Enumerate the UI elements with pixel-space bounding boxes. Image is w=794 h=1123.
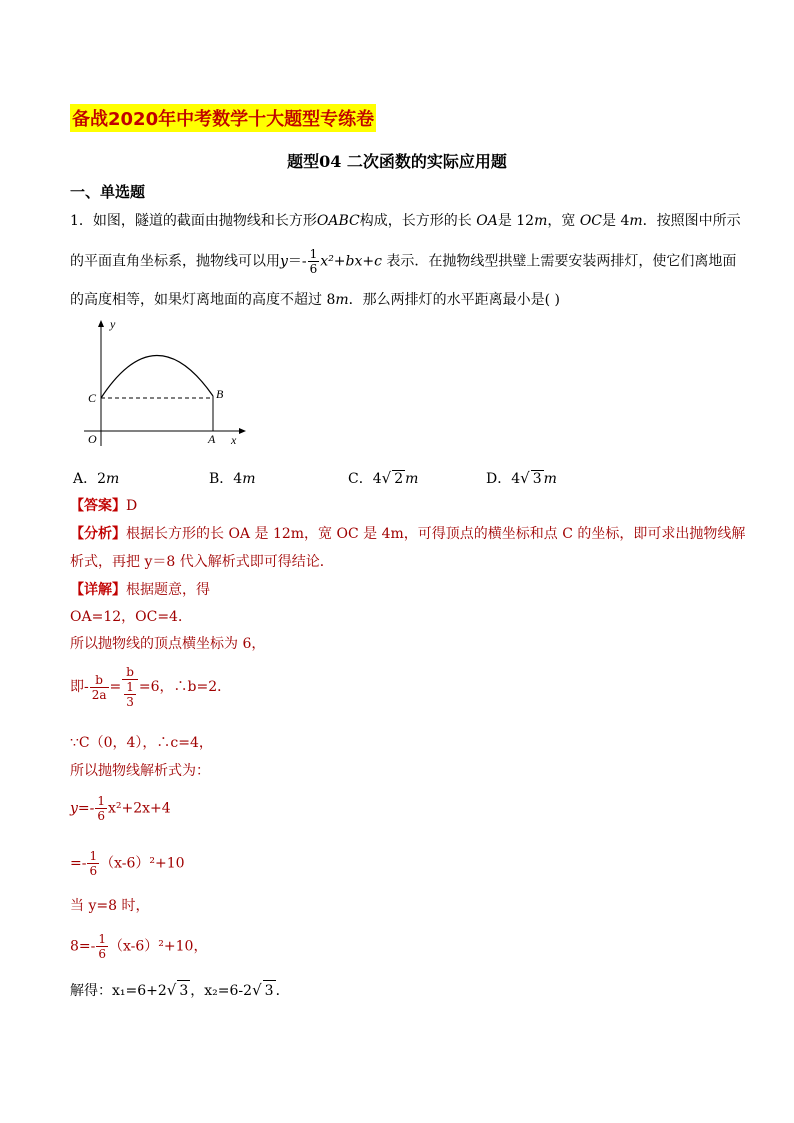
- title-banner: 备战2020年中考数学十大题型专练卷: [70, 104, 376, 132]
- question-line-1: 1．如图，隧道的截面由抛物线和长方形OABC构成，长方形的长 OA是 12m，宽 OC是 4m．按照图中所示: [70, 213, 741, 229]
- detail-step-3: 即- $\frac{b}{2a}$ = $\frac{b}{\frac{1}{3}}$ =6，∴b=2．: [70, 665, 232, 709]
- label-y: y: [110, 317, 116, 331]
- parabola-curve: [101, 355, 213, 398]
- label-B: B: [216, 387, 224, 401]
- detail-step-10: 解得：x₁=6+2√ 3 ，x₂=6-2√ 3 ．: [70, 981, 290, 999]
- label-A: A: [208, 432, 216, 446]
- detail-step-5: 所以抛物线解析式为：: [70, 763, 210, 779]
- option-b[interactable]: B．4m: [209, 471, 256, 487]
- label-x: x: [231, 433, 237, 447]
- option-c[interactable]: C．4√ 2 m: [348, 469, 419, 487]
- x-axis-arrow: [239, 428, 246, 434]
- y-axis-arrow: [98, 320, 104, 327]
- detail-step-8: 当 y=8 时，: [70, 898, 150, 914]
- option-a[interactable]: A．2m: [73, 471, 120, 487]
- label-C: C: [88, 391, 97, 405]
- detail-step-9: 8=- $\frac{1}{6}$ （x-6）²+10，: [70, 932, 208, 961]
- question-line-2: 的平面直角坐标系，抛物线可以用y＝- $\frac{1}{6}$ x²+bx+c 表示．在抛物线型拱璧上需要安装两排灯，使它们离地面: [70, 247, 737, 276]
- section-heading: 一、单选题: [70, 183, 146, 201]
- detail-step-1: OA=12，OC=4．: [70, 609, 192, 625]
- detail-step-6: y=- $\frac{1}{6}$ x²+2x+4: [70, 794, 171, 823]
- detail-step-7: =- $\frac{1}{6}$ （x-6）²+10: [70, 849, 185, 878]
- detail-step-2: 所以抛物线的顶点横坐标为 6，: [70, 636, 266, 652]
- analysis-line-2: 析式，再把 y＝8 代入解析式即可得结论．: [70, 554, 334, 570]
- detail-step-4: ∵C（0，4），∴c=4，: [70, 735, 213, 751]
- option-d[interactable]: D．4√ 3 m: [486, 469, 557, 487]
- fraction-one-sixth: $\frac{1}{6}$: [309, 247, 318, 276]
- answer-line: 【答案】D: [70, 498, 138, 514]
- analysis-line-1: 【分析】根据长方形的长 OA 是 12m，宽 OC 是 4m，可得顶点的横坐标和点 C 的坐标，即可求出抛物线解: [70, 526, 746, 542]
- question-line-3: 的高度相等，如果灯离地面的高度不超过 8m．那么两排灯的水平距离最小是( ): [70, 292, 561, 308]
- page-subtitle: 题型04 二次函数的实际应用题: [287, 152, 507, 171]
- label-O: O: [88, 432, 97, 446]
- parabola-tunnel-figure: [74, 316, 254, 456]
- detail-intro: 【详解】根据题意，得: [70, 582, 210, 598]
